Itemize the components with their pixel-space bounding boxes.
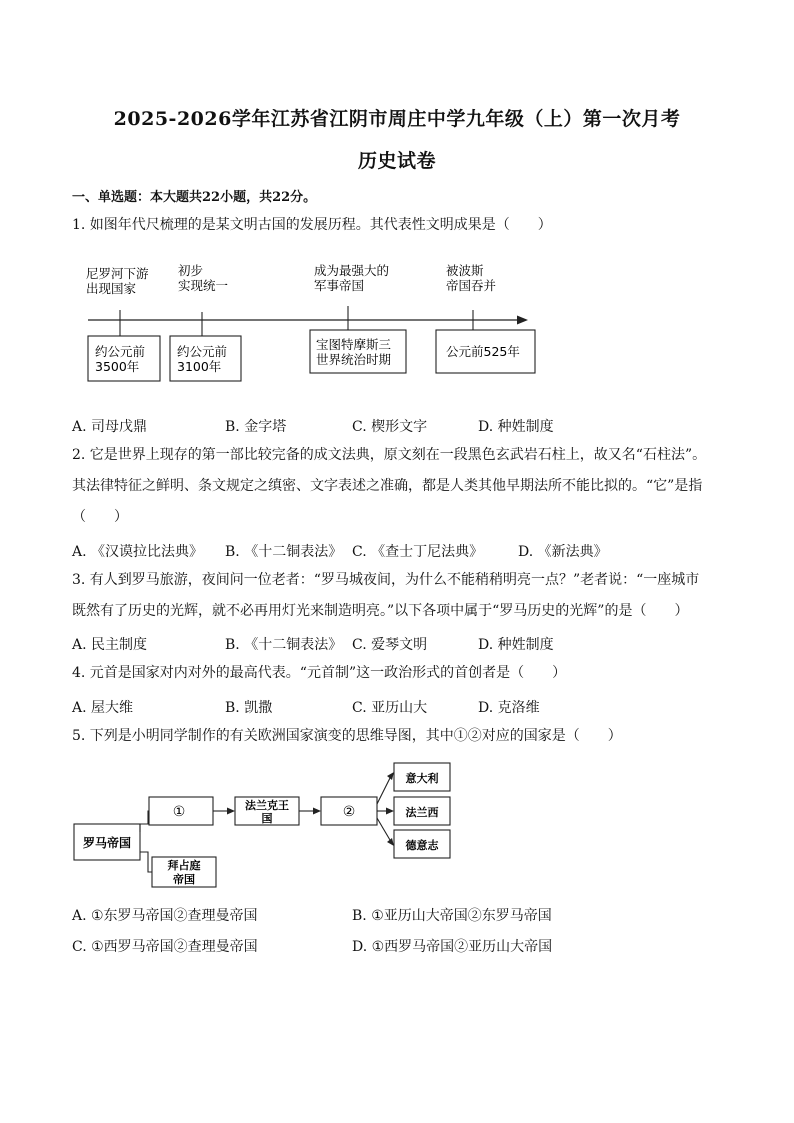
question-5-stem: 5. 下列是小明同学制作的有关欧洲国家演变的思维导图，其中①②对应的国家是（ ）	[72, 728, 622, 744]
connector-roman-down	[140, 852, 152, 872]
option-a[interactable]: A. 司母戊鼎	[72, 419, 148, 435]
timeline-event-2-label-line2: 实现统一	[178, 278, 229, 293]
question-2-line-3: （ ）	[72, 509, 128, 525]
question-2-line-2: 其法律特征之鲜明、条文规定之缜密、文字表述之准确，都是人类其他早期法所不能比拟的。“它”是指	[72, 478, 703, 494]
timeline-box-1-line2: 3500年	[95, 359, 140, 374]
frankish-kingdom-label-line1: 法兰克王	[245, 799, 289, 812]
option-c[interactable]: C. ①西罗马帝国②查理曼帝国	[72, 939, 258, 955]
option-b[interactable]: B. 《十二铜表法》	[225, 637, 343, 653]
timeline-box-4-line1: 公元前525年	[446, 344, 520, 359]
byzantine-empire-label-line2: 帝国	[173, 873, 195, 886]
frankish-kingdom-label-line2: 国	[261, 812, 273, 825]
option-a[interactable]: A. ①东罗马帝国②查理曼帝国	[72, 908, 258, 924]
timeline-box-3-line2: 世界统治时期	[316, 352, 392, 367]
option-c[interactable]: C. 《查士丁尼法典》	[352, 544, 484, 560]
timeline-diagram	[80, 258, 540, 386]
arrow-to-germany	[377, 818, 390, 840]
timeline-box-1-line1: 约公元前	[95, 344, 146, 359]
blank-2-label: ②	[342, 804, 356, 820]
section-heading: 一、单选题：本大题共22小题，共22分。	[72, 190, 317, 205]
arrow-to-italy	[377, 778, 390, 804]
option-d[interactable]: D. 克洛维	[478, 700, 540, 716]
blank-1-label: ①	[172, 804, 186, 820]
question-4-stem: 4. 元首是国家对内对外的最高代表。“元首制”这一政治形式的首创者是（ ）	[72, 665, 567, 681]
exam-title: 2025-2026学年江苏省江阴市周庄中学九年级（上）第一次月考	[113, 108, 681, 130]
option-b[interactable]: B. 《十二铜表法》	[225, 544, 343, 560]
arrow-to-germany-head	[387, 838, 394, 846]
timeline-event-4-label-line1: 被波斯	[446, 263, 484, 278]
option-b[interactable]: B. 金字塔	[225, 419, 287, 435]
option-d[interactable]: D. 《新法典》	[518, 544, 608, 560]
arrow-2-head	[313, 808, 321, 815]
option-b[interactable]: B. 凯撒	[225, 700, 273, 716]
option-a[interactable]: A. 《汉谟拉比法典》	[72, 544, 204, 560]
france-label: 法兰西	[405, 806, 439, 819]
roman-empire-label: 罗马帝国	[82, 836, 132, 850]
timeline-box-2-line2: 3100年	[177, 359, 222, 374]
question-2-line-1: 2. 它是世界上现存的第一部比较完备的成文法典，原文刻在一段黑色玄武岩石柱上，故又名“石柱法”。	[72, 447, 707, 463]
timeline-event-1-label-line1: 尼罗河下游	[86, 266, 149, 281]
option-a[interactable]: A. 屋大维	[72, 700, 134, 716]
timeline-box-2-line1: 约公元前	[177, 344, 228, 359]
timeline-event-1-label-line2: 出现国家	[86, 281, 137, 296]
arrow-to-italy-head	[387, 772, 394, 780]
timeline-event-3-label-line1: 成为最强大的	[314, 263, 390, 278]
mind-map-diagram	[72, 760, 472, 890]
byzantine-empire-label-line1: 拜占庭	[167, 859, 201, 872]
connector-roman-up	[140, 811, 149, 832]
question-1-stem: 1. 如图年代尺梳理的是某文明古国的发展历程。其代表性文明成果是（ ）	[72, 217, 552, 233]
option-d[interactable]: D. ①西罗马帝国②亚历山大帝国	[352, 939, 553, 955]
timeline-box-3-line1: 宝图特摩斯三	[316, 337, 392, 352]
option-a[interactable]: A. 民主制度	[72, 637, 148, 653]
arrow-1-head	[227, 808, 235, 815]
timeline-arrowhead	[517, 316, 528, 325]
option-d[interactable]: D. 种姓制度	[478, 419, 554, 435]
question-3-line-2: 既然有了历史的光辉，就不必再用灯光来制造明亮。”以下各项中属于“罗马历史的光辉”的是（ ）	[72, 603, 689, 619]
question-3-line-1: 3. 有人到罗马旅游，夜间问一位老者：“罗马城夜间，为什么不能稍稍明亮一点？”老者说：“一座城市	[72, 572, 700, 588]
option-c[interactable]: C. 楔形文字	[352, 419, 428, 435]
option-c[interactable]: C. 爱琴文明	[352, 637, 428, 653]
option-c[interactable]: C. 亚历山大	[352, 700, 428, 716]
exam-subtitle: 历史试卷	[357, 150, 436, 172]
timeline-event-2-label-line1: 初步	[178, 263, 204, 278]
germany-label: 德意志	[405, 839, 439, 852]
option-d[interactable]: D. 种姓制度	[478, 637, 554, 653]
arrow-to-france-head	[386, 808, 394, 815]
italy-label: 意大利	[405, 772, 439, 785]
timeline-event-4-label-line2: 帝国吞并	[446, 278, 497, 293]
timeline-event-3-label-line2: 军事帝国	[314, 278, 365, 293]
option-b[interactable]: B. ①亚历山大帝国②东罗马帝国	[352, 908, 552, 924]
